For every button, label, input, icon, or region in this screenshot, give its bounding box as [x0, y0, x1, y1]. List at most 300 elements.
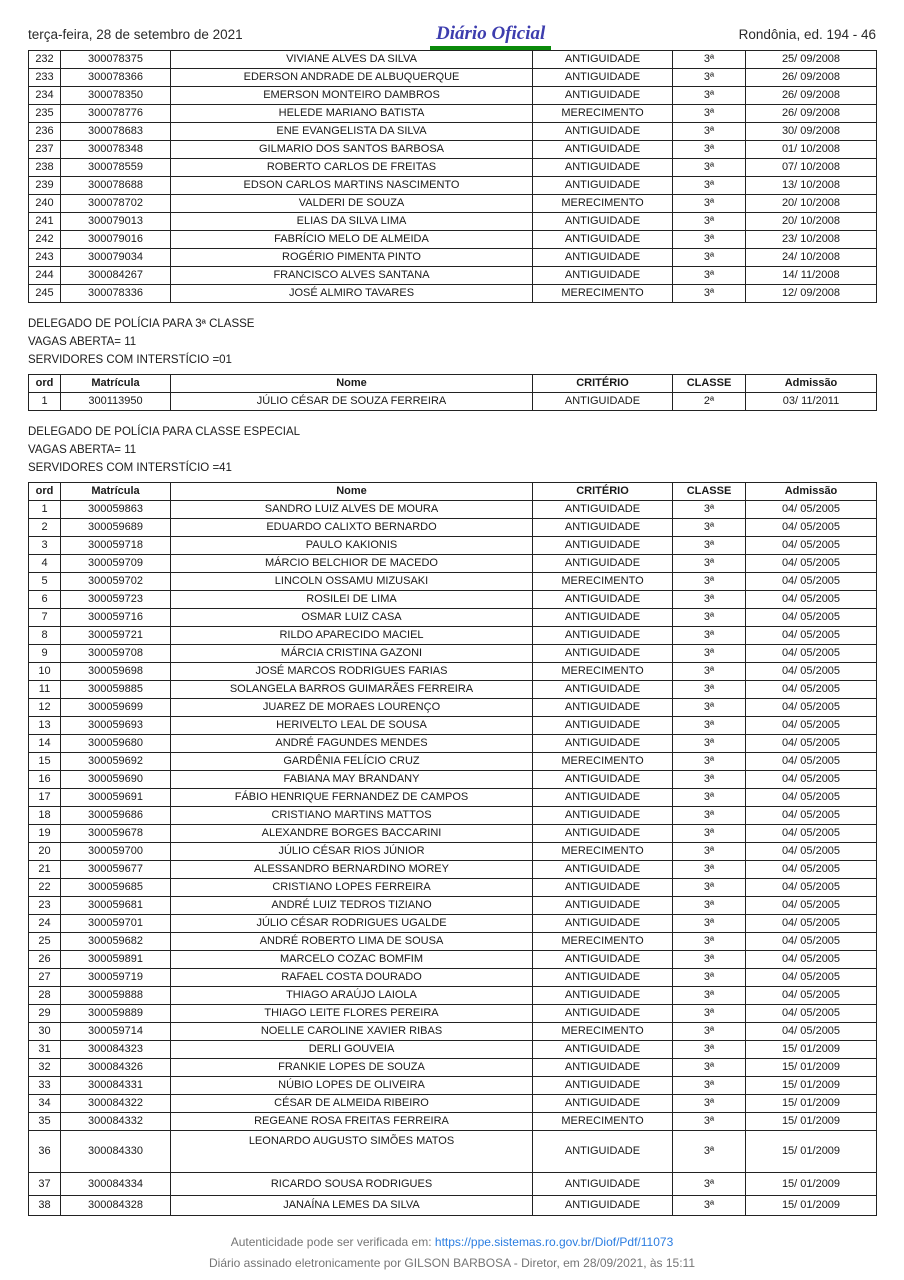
table-row — [29, 1131, 877, 1173]
cell-matricula: 300059708 — [61, 645, 171, 663]
cell-ord: 19 — [29, 825, 61, 843]
cell-nome: JOSÉ MARCOS RODRIGUES FARIAS — [171, 663, 533, 681]
cell-nome: MÁRCIA CRISTINA GAZONI — [171, 645, 533, 663]
cell-admissao: 15/ 01/2009 — [746, 1095, 877, 1113]
cell-classe: 3ª — [673, 231, 746, 249]
cell-ord: 16 — [29, 771, 61, 789]
cell-nome: ROGÉRIO PIMENTA PINTO — [171, 249, 533, 267]
cell-matricula: 300084330 — [61, 1131, 171, 1173]
cell-matricula: 300078688 — [61, 177, 171, 195]
cell-matricula: 300078559 — [61, 159, 171, 177]
cell-nome: GILMARIO DOS SANTOS BARBOSA — [171, 141, 533, 159]
cell-ord: 21 — [29, 861, 61, 879]
cell-classe: 3ª — [673, 897, 746, 915]
cell-matricula: 300078348 — [61, 141, 171, 159]
cell-admissao: 26/ 09/2008 — [746, 69, 877, 87]
column-header-col-criterio: CRITÉRIO — [533, 375, 673, 393]
cell-criterio: ANTIGUIDADE — [533, 1077, 673, 1095]
cell-nome: LEONARDO AUGUSTO SIMÕES MATOS — [171, 1131, 533, 1173]
cell-criterio: MERECIMENTO — [533, 573, 673, 591]
cell-nome: ROBERTO CARLOS DE FREITAS — [171, 159, 533, 177]
cell-matricula: 300079013 — [61, 213, 171, 231]
cell-ord: 33 — [29, 1077, 61, 1095]
cell-nome: ENE EVANGELISTA DA SILVA — [171, 123, 533, 141]
cell-matricula: 300059680 — [61, 735, 171, 753]
cell-criterio: ANTIGUIDADE — [533, 1041, 673, 1059]
cell-nome: RICARDO SOUSA RODRIGUES — [171, 1173, 533, 1196]
table-row — [29, 735, 877, 753]
cell-classe: 3ª — [673, 555, 746, 573]
table-row — [29, 897, 877, 915]
cell-classe: 3ª — [673, 681, 746, 699]
cell-nome: THIAGO LEITE FLORES PEREIRA — [171, 1005, 533, 1023]
cell-classe: 3ª — [673, 753, 746, 771]
cell-nome: HERIVELTO LEAL DE SOUSA — [171, 717, 533, 735]
cell-matricula: 300078350 — [61, 87, 171, 105]
cell-matricula: 300059691 — [61, 789, 171, 807]
cell-admissao: 14/ 11/2008 — [746, 267, 877, 285]
cell-matricula: 300059701 — [61, 915, 171, 933]
cell-matricula: 300059714 — [61, 1023, 171, 1041]
cell-admissao: 04/ 05/2005 — [746, 681, 877, 699]
cell-classe: 3ª — [673, 501, 746, 519]
cell-nome: MÁRCIO BELCHIOR DE MACEDO — [171, 555, 533, 573]
cell-admissao: 04/ 05/2005 — [746, 897, 877, 915]
table-row — [29, 1196, 877, 1216]
cell-matricula: 300059698 — [61, 663, 171, 681]
cell-classe: 3ª — [673, 1196, 746, 1216]
cell-nome: CRISTIANO MARTINS MATTOS — [171, 807, 533, 825]
table-row — [29, 717, 877, 735]
cell-ord: 3 — [29, 537, 61, 555]
cell-admissao: 20/ 10/2008 — [746, 213, 877, 231]
cell-admissao: 04/ 05/2005 — [746, 969, 877, 987]
cell-criterio: ANTIGUIDADE — [533, 87, 673, 105]
cell-classe: 3ª — [673, 1077, 746, 1095]
cell-nome: VALDERI DE SOUZA — [171, 195, 533, 213]
cell-criterio: ANTIGUIDADE — [533, 789, 673, 807]
cell-criterio: MERECIMENTO — [533, 195, 673, 213]
cell-criterio: ANTIGUIDADE — [533, 69, 673, 87]
cell-classe: 3ª — [673, 1041, 746, 1059]
cell-classe: 3ª — [673, 735, 746, 753]
cell-criterio: ANTIGUIDADE — [533, 177, 673, 195]
table-row — [29, 249, 877, 267]
cell-matricula: 300059682 — [61, 933, 171, 951]
cell-criterio: ANTIGUIDADE — [533, 591, 673, 609]
column-header-col-classe: CLASSE — [673, 375, 746, 393]
cell-matricula: 300079016 — [61, 231, 171, 249]
cell-matricula: 300078375 — [61, 51, 171, 69]
promotion-table-continuation — [28, 50, 877, 303]
cell-criterio: ANTIGUIDADE — [533, 231, 673, 249]
cell-criterio: ANTIGUIDADE — [533, 537, 673, 555]
cell-ord: 24 — [29, 915, 61, 933]
column-header-col-admissao: Admissão — [746, 375, 877, 393]
cell-matricula: 300059693 — [61, 717, 171, 735]
cell-admissao: 03/ 11/2011 — [746, 393, 877, 411]
cell-ord: 20 — [29, 843, 61, 861]
table-row — [29, 843, 877, 861]
table-row — [29, 879, 877, 897]
table-row — [29, 393, 877, 411]
table-header-row — [29, 483, 877, 501]
cell-classe: 3ª — [673, 87, 746, 105]
cell-classe: 3ª — [673, 843, 746, 861]
cell-criterio: MERECIMENTO — [533, 843, 673, 861]
cell-ord: 13 — [29, 717, 61, 735]
promotion-table-classe-especial — [28, 482, 877, 1216]
cell-nome: EDUARDO CALIXTO BERNARDO — [171, 519, 533, 537]
cell-matricula: 300084322 — [61, 1095, 171, 1113]
cell-admissao: 04/ 05/2005 — [746, 843, 877, 861]
cell-criterio: ANTIGUIDADE — [533, 213, 673, 231]
cell-matricula: 300059888 — [61, 987, 171, 1005]
cell-admissao: 04/ 05/2005 — [746, 591, 877, 609]
cell-nome: EMERSON MONTEIRO DAMBROS — [171, 87, 533, 105]
cell-classe: 3ª — [673, 105, 746, 123]
cell-nome: ANDRÉ ROBERTO LIMA DE SOUSA — [171, 933, 533, 951]
cell-nome: LINCOLN OSSAMU MIZUSAKI — [171, 573, 533, 591]
cell-matricula: 300084332 — [61, 1113, 171, 1131]
cell-matricula: 300059885 — [61, 681, 171, 699]
cell-ord: 34 — [29, 1095, 61, 1113]
cell-criterio: ANTIGUIDADE — [533, 861, 673, 879]
cell-ord: 232 — [29, 51, 61, 69]
cell-criterio: ANTIGUIDADE — [533, 879, 673, 897]
cell-nome: REGEANE ROSA FREITAS FERREIRA — [171, 1113, 533, 1131]
cell-ord: 245 — [29, 285, 61, 303]
table-row — [29, 1173, 877, 1196]
cell-admissao: 15/ 01/2009 — [746, 1196, 877, 1216]
cell-classe: 3ª — [673, 537, 746, 555]
cell-criterio: ANTIGUIDADE — [533, 1173, 673, 1196]
cell-admissao: 15/ 01/2009 — [746, 1059, 877, 1077]
cell-classe: 3ª — [673, 1005, 746, 1023]
cell-classe: 3ª — [673, 1113, 746, 1131]
cell-nome: ANDRÉ LUIZ TEDROS TIZIANO — [171, 897, 533, 915]
table-row — [29, 519, 877, 537]
cell-ord: 38 — [29, 1196, 61, 1216]
cell-matricula: 300059686 — [61, 807, 171, 825]
cell-criterio: MERECIMENTO — [533, 1113, 673, 1131]
cell-ord: 241 — [29, 213, 61, 231]
cell-criterio: ANTIGUIDADE — [533, 1131, 673, 1173]
table-row — [29, 105, 877, 123]
cell-admissao: 30/ 09/2008 — [746, 123, 877, 141]
cell-ord: 10 — [29, 663, 61, 681]
cell-classe: 3ª — [673, 519, 746, 537]
cell-ord: 32 — [29, 1059, 61, 1077]
table-row — [29, 267, 877, 285]
section-intersticio: SERVIDORES COM INTERSTÍCIO =41 — [28, 462, 232, 474]
cell-classe: 3ª — [673, 285, 746, 303]
cell-admissao: 15/ 01/2009 — [746, 1173, 877, 1196]
column-header-col-ord: ord — [29, 483, 61, 501]
cell-admissao: 04/ 05/2005 — [746, 987, 877, 1005]
cell-ord: 14 — [29, 735, 61, 753]
cell-ord: 35 — [29, 1113, 61, 1131]
cell-classe: 3ª — [673, 177, 746, 195]
cell-criterio: ANTIGUIDADE — [533, 897, 673, 915]
cell-classe: 3ª — [673, 969, 746, 987]
cell-classe: 3ª — [673, 807, 746, 825]
cell-admissao: 04/ 05/2005 — [746, 645, 877, 663]
section-vagas: VAGAS ABERTA= 11 — [28, 444, 137, 456]
cell-criterio: ANTIGUIDADE — [533, 393, 673, 411]
cell-matricula: 300059718 — [61, 537, 171, 555]
cell-classe: 3ª — [673, 915, 746, 933]
table-row — [29, 123, 877, 141]
cell-admissao: 04/ 05/2005 — [746, 537, 877, 555]
table-row — [29, 195, 877, 213]
cell-ord: 31 — [29, 1041, 61, 1059]
cell-ord: 25 — [29, 933, 61, 951]
table-row — [29, 87, 877, 105]
cell-matricula: 300084267 — [61, 267, 171, 285]
cell-admissao: 04/ 05/2005 — [746, 879, 877, 897]
section-3a-classe — [28, 315, 876, 369]
cell-matricula: 300078336 — [61, 285, 171, 303]
cell-criterio: ANTIGUIDADE — [533, 519, 673, 537]
cell-matricula: 300059709 — [61, 555, 171, 573]
cell-ord: 9 — [29, 645, 61, 663]
header-date: terça-feira, 28 de setembro de 2021 — [28, 27, 243, 42]
cell-admissao: 12/ 09/2008 — [746, 285, 877, 303]
cell-classe: 3ª — [673, 861, 746, 879]
cell-ord: 18 — [29, 807, 61, 825]
cell-ord: 29 — [29, 1005, 61, 1023]
cell-matricula: 300079034 — [61, 249, 171, 267]
cell-criterio: MERECIMENTO — [533, 933, 673, 951]
cell-admissao: 15/ 01/2009 — [746, 1041, 877, 1059]
cell-nome: EDSON CARLOS MARTINS NASCIMENTO — [171, 177, 533, 195]
column-header-col-classe: CLASSE — [673, 483, 746, 501]
cell-matricula: 300059692 — [61, 753, 171, 771]
cell-nome: CÉSAR DE ALMEIDA RIBEIRO — [171, 1095, 533, 1113]
cell-nome: JUAREZ DE MORAES LOURENÇO — [171, 699, 533, 717]
cell-admissao: 04/ 05/2005 — [746, 771, 877, 789]
cell-criterio: ANTIGUIDADE — [533, 249, 673, 267]
column-header-col-criterio: CRITÉRIO — [533, 483, 673, 501]
cell-admissao: 04/ 05/2005 — [746, 501, 877, 519]
cell-matricula: 300059700 — [61, 843, 171, 861]
table-row — [29, 141, 877, 159]
cell-admissao: 25/ 09/2008 — [746, 51, 877, 69]
cell-classe: 3ª — [673, 789, 746, 807]
cell-classe: 3ª — [673, 1173, 746, 1196]
cell-admissao: 04/ 05/2005 — [746, 663, 877, 681]
table-row — [29, 1059, 877, 1077]
section-vagas: VAGAS ABERTA= 11 — [28, 336, 137, 348]
cell-classe: 3ª — [673, 645, 746, 663]
table-row — [29, 285, 877, 303]
cell-criterio: ANTIGUIDADE — [533, 501, 673, 519]
cell-nome: JOSÉ ALMIRO TAVARES — [171, 285, 533, 303]
cell-nome: ROSILEI DE LIMA — [171, 591, 533, 609]
table-row — [29, 1041, 877, 1059]
table-row — [29, 159, 877, 177]
cell-classe: 3ª — [673, 1095, 746, 1113]
column-header-col-nome: Nome — [171, 483, 533, 501]
table-row — [29, 1005, 877, 1023]
table-row — [29, 699, 877, 717]
cell-matricula: 300059863 — [61, 501, 171, 519]
cell-ord: 4 — [29, 555, 61, 573]
cell-nome: DERLI GOUVEIA — [171, 1041, 533, 1059]
table-row — [29, 177, 877, 195]
cell-nome: MARCELO COZAC BOMFIM — [171, 951, 533, 969]
cell-matricula: 300059685 — [61, 879, 171, 897]
cell-nome: JÚLIO CÉSAR RODRIGUES UGALDE — [171, 915, 533, 933]
column-header-col-nome: Nome — [171, 375, 533, 393]
cell-ord: 15 — [29, 753, 61, 771]
table-row — [29, 807, 877, 825]
cell-criterio: ANTIGUIDADE — [533, 987, 673, 1005]
table-row — [29, 645, 877, 663]
cell-criterio: ANTIGUIDADE — [533, 735, 673, 753]
table-row — [29, 861, 877, 879]
table-row — [29, 537, 877, 555]
cell-classe: 3ª — [673, 69, 746, 87]
promotion-table-3a-classe — [28, 374, 877, 411]
cell-matricula: 300084334 — [61, 1173, 171, 1196]
cell-criterio: ANTIGUIDADE — [533, 681, 673, 699]
table-row — [29, 213, 877, 231]
cell-nome: RILDO APARECIDO MACIEL — [171, 627, 533, 645]
cell-admissao: 04/ 05/2005 — [746, 951, 877, 969]
table-row — [29, 591, 877, 609]
cell-admissao: 04/ 05/2005 — [746, 915, 877, 933]
authenticity-label: Autenticidade pode ser verificada em: — [230, 1235, 432, 1249]
cell-classe: 3ª — [673, 1023, 746, 1041]
cell-criterio: ANTIGUIDADE — [533, 1095, 673, 1113]
cell-admissao: 04/ 05/2005 — [746, 825, 877, 843]
cell-admissao: 04/ 05/2005 — [746, 627, 877, 645]
cell-classe: 3ª — [673, 951, 746, 969]
table-row — [29, 951, 877, 969]
cell-classe: 3ª — [673, 627, 746, 645]
cell-nome: FABRÍCIO MELO DE ALMEIDA — [171, 231, 533, 249]
section-intersticio: SERVIDORES COM INTERSTÍCIO =01 — [28, 354, 232, 366]
cell-matricula: 300078683 — [61, 123, 171, 141]
cell-criterio: ANTIGUIDADE — [533, 951, 673, 969]
column-header-col-matricula: Matrícula — [61, 483, 171, 501]
table-row — [29, 825, 877, 843]
cell-admissao: 04/ 05/2005 — [746, 609, 877, 627]
cell-admissao: 15/ 01/2009 — [746, 1131, 877, 1173]
diario-oficial-title: Diário Oficial — [430, 23, 551, 50]
cell-ord: 30 — [29, 1023, 61, 1041]
cell-criterio: ANTIGUIDADE — [533, 1059, 673, 1077]
cell-ord: 236 — [29, 123, 61, 141]
cell-classe: 3ª — [673, 1059, 746, 1077]
cell-classe: 3ª — [673, 159, 746, 177]
cell-matricula: 300084326 — [61, 1059, 171, 1077]
cell-criterio: MERECIMENTO — [533, 1023, 673, 1041]
cell-nome: CRISTIANO LOPES FERREIRA — [171, 879, 533, 897]
cell-criterio: ANTIGUIDADE — [533, 807, 673, 825]
page-footer — [0, 1232, 904, 1274]
cell-matricula: 300084323 — [61, 1041, 171, 1059]
cell-classe: 3ª — [673, 1131, 746, 1173]
cell-ord: 242 — [29, 231, 61, 249]
cell-admissao: 15/ 01/2009 — [746, 1077, 877, 1095]
cell-classe: 3ª — [673, 879, 746, 897]
cell-classe: 3ª — [673, 771, 746, 789]
cell-admissao: 04/ 05/2005 — [746, 753, 877, 771]
cell-classe: 3ª — [673, 141, 746, 159]
section-classe-especial — [28, 423, 876, 477]
cell-ord: 27 — [29, 969, 61, 987]
table-row — [29, 231, 877, 249]
column-header-col-ord: ord — [29, 375, 61, 393]
cell-matricula: 300059689 — [61, 519, 171, 537]
cell-nome: PAULO KAKIONIS — [171, 537, 533, 555]
cell-matricula: 300059721 — [61, 627, 171, 645]
cell-criterio: MERECIMENTO — [533, 753, 673, 771]
cell-matricula: 300059702 — [61, 573, 171, 591]
cell-nome: JANAÍNA LEMES DA SILVA — [171, 1196, 533, 1216]
authenticity-line — [0, 1232, 904, 1253]
cell-criterio: ANTIGUIDADE — [533, 555, 673, 573]
cell-admissao: 07/ 10/2008 — [746, 159, 877, 177]
cell-criterio: ANTIGUIDADE — [533, 123, 673, 141]
cell-admissao: 04/ 05/2005 — [746, 555, 877, 573]
cell-ord: 37 — [29, 1173, 61, 1196]
cell-nome: FÁBIO HENRIQUE FERNANDEZ DE CAMPOS — [171, 789, 533, 807]
cell-criterio: ANTIGUIDADE — [533, 825, 673, 843]
cell-ord: 240 — [29, 195, 61, 213]
cell-ord: 8 — [29, 627, 61, 645]
cell-matricula: 300059889 — [61, 1005, 171, 1023]
cell-nome: OSMAR LUIZ CASA — [171, 609, 533, 627]
section-title: DELEGADO DE POLÍCIA PARA CLASSE ESPECIAL — [28, 426, 301, 438]
cell-criterio: MERECIMENTO — [533, 285, 673, 303]
cell-nome: SANDRO LUIZ ALVES DE MOURA — [171, 501, 533, 519]
table-row — [29, 681, 877, 699]
cell-ord: 28 — [29, 987, 61, 1005]
cell-classe: 3ª — [673, 933, 746, 951]
cell-nome: HELEDE MARIANO BATISTA — [171, 105, 533, 123]
cell-nome: NÚBIO LOPES DE OLIVEIRA — [171, 1077, 533, 1095]
cell-ord: 36 — [29, 1131, 61, 1173]
cell-criterio: ANTIGUIDADE — [533, 609, 673, 627]
authenticity-link[interactable]: https://ppe.sistemas.ro.gov.br/Diof/Pdf/11073 — [434, 1235, 674, 1249]
table-row — [29, 555, 877, 573]
cell-matricula: 300059677 — [61, 861, 171, 879]
cell-nome: NOELLE CAROLINE XAVIER RIBAS — [171, 1023, 533, 1041]
cell-classe: 3ª — [673, 609, 746, 627]
cell-admissao: 01/ 10/2008 — [746, 141, 877, 159]
cell-criterio: ANTIGUIDADE — [533, 915, 673, 933]
cell-ord: 12 — [29, 699, 61, 717]
cell-admissao: 26/ 09/2008 — [746, 87, 877, 105]
cell-matricula: 300059723 — [61, 591, 171, 609]
cell-ord: 1 — [29, 393, 61, 411]
cell-classe: 3ª — [673, 267, 746, 285]
cell-admissao: 15/ 01/2009 — [746, 1113, 877, 1131]
cell-nome: RAFAEL COSTA DOURADO — [171, 969, 533, 987]
cell-ord: 237 — [29, 141, 61, 159]
table-row — [29, 969, 877, 987]
cell-matricula: 300078776 — [61, 105, 171, 123]
cell-criterio: MERECIMENTO — [533, 663, 673, 681]
cell-classe: 3ª — [673, 213, 746, 231]
cell-classe: 3ª — [673, 717, 746, 735]
cell-ord: 23 — [29, 897, 61, 915]
cell-admissao: 04/ 05/2005 — [746, 1005, 877, 1023]
